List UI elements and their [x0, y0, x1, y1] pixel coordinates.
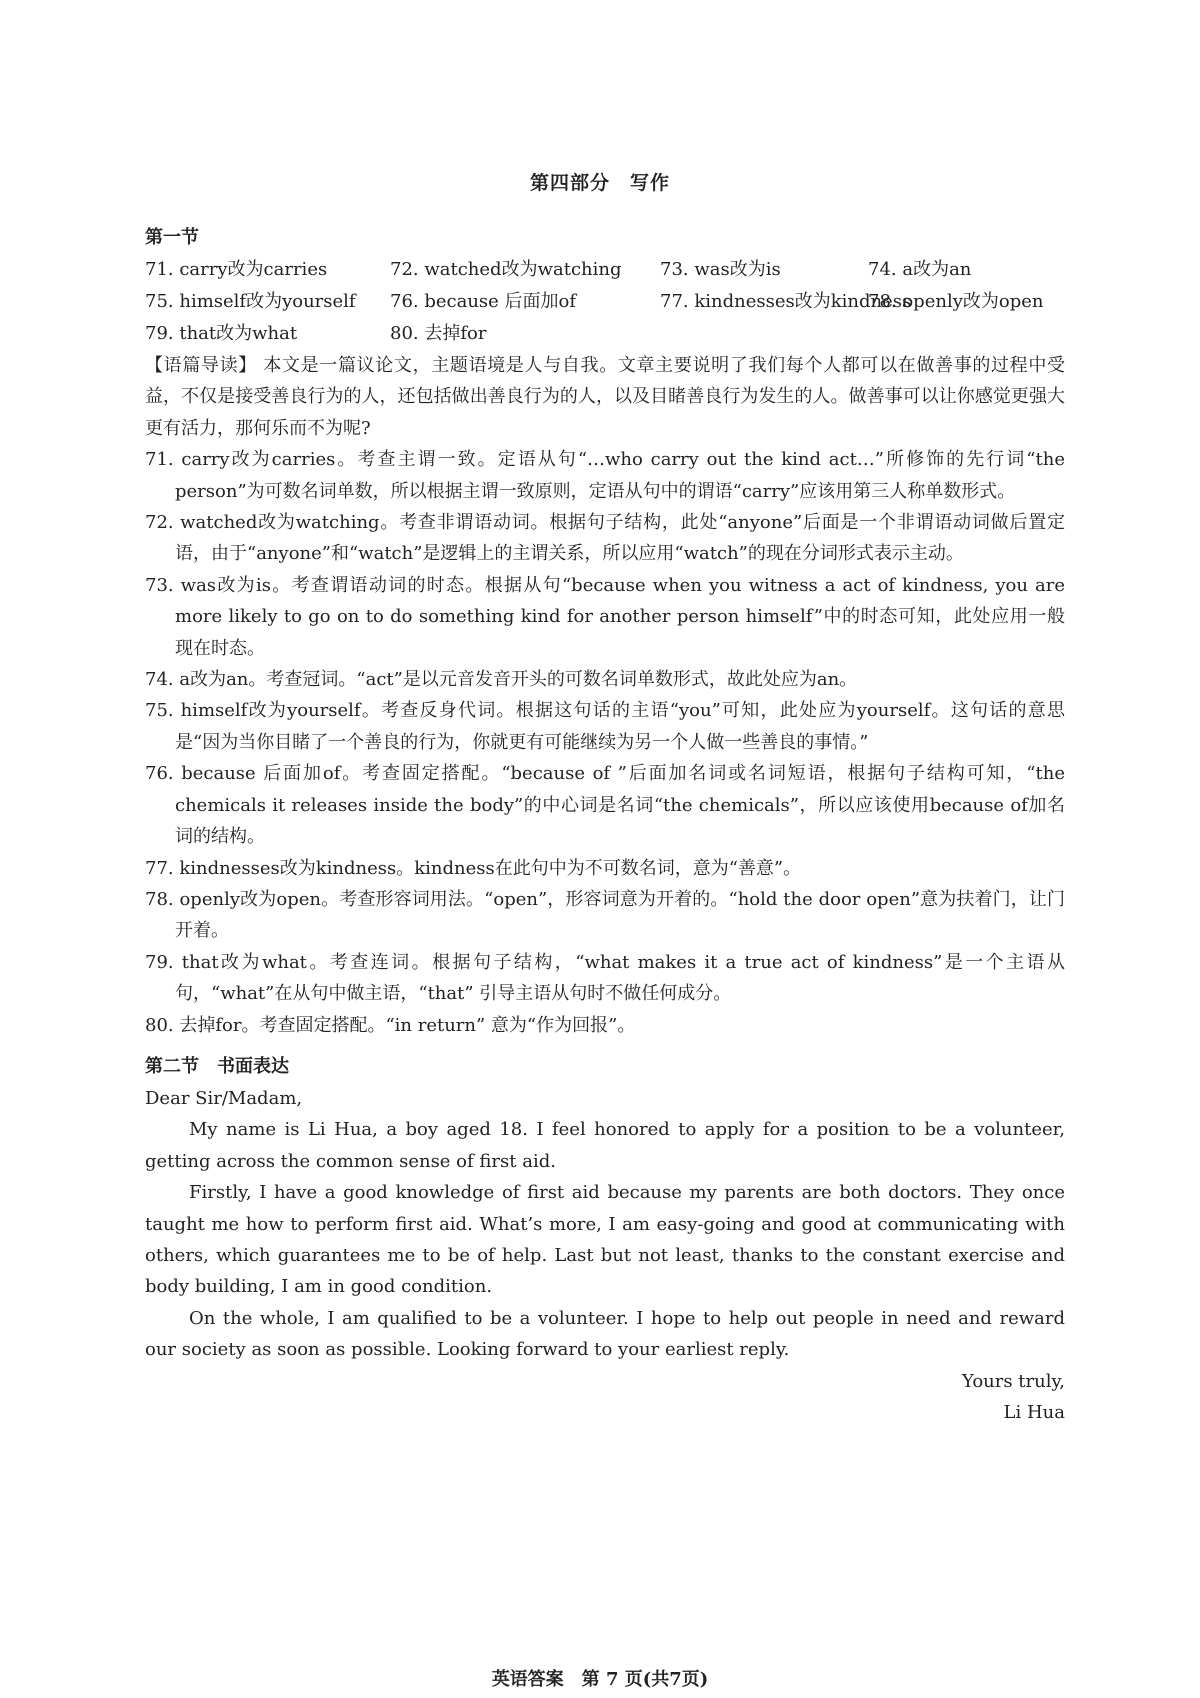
answer-item: 75. himself改为yourself — [145, 291, 356, 312]
explanation-79: 79. that改为what。考查连词。根据句子结构，“what makes it a true act of kindness”是一个主语从句，“what”在从句中做主语，“that” 引导主语从句时不做任何成分。 — [145, 951, 1065, 1005]
explanation-75: 75. himself改为yourself。考查反身代词。根据这句话的主语“you”可知，此处应为yourself。这句话的意思是“因为当你目睹了一个善良的行为，你就更有可能继续为另一个人做一些善良的事情。” — [145, 700, 1065, 753]
answer-item: 78. openly改为open — [868, 291, 1044, 312]
letter-paragraph: My name is Li Hua, a boy aged 18. I feel honored to apply for a position to be a volunteer, getting across the common sense of first aid. — [145, 1119, 1065, 1172]
explanation-71: 71. carry改为carries。考查主谓一致。定语从句“…who carry out the kind act…”所修饰的先行词“the person”为可数名词单数，所以根据主谓一致原则，定语从句中的谓语“carry”应该用第三人称单数形式。 — [145, 449, 1065, 502]
answer-row — [145, 318, 1065, 350]
answer-item: 72. watched改为watching — [390, 259, 622, 280]
explanation-73: 73. was改为is。考查谓语动词的时态。根据从句“because when you witness a act of kindness, you are more likely to go on to do something kind for another person himself”中的时态可知，此处应用一般现在时态。 — [145, 574, 1065, 659]
explanation-72: 72. watched改为watching。考查非谓语动词。根据句子结构，此处“anyone”后面是一个非谓语动词做后置定语，由于“anyone”和“watch”是逻辑上的主谓关系，所以应用“watch”的现在分词形式表示主动。 — [145, 512, 1065, 565]
page-title: 第四部分 写作 — [529, 172, 670, 194]
letter-salutation: Dear Sir/Madam, — [145, 1087, 303, 1109]
answer-item: 79. that改为what — [145, 323, 298, 344]
explanation-80: 80. 去掉for。考查固定搭配。“in return” 意为“作为回报”。 — [145, 1014, 636, 1036]
answer-item: 71. carry改为carries — [145, 259, 328, 280]
answer-row — [145, 254, 1065, 286]
letter-signature: Li Hua — [1003, 1402, 1065, 1423]
page-content — [145, 222, 1065, 1428]
section2-heading: 第二节 书面表达 — [145, 1055, 289, 1077]
answer-item: 80. 去掉for — [390, 323, 487, 344]
letter-closing: Yours truly, — [962, 1370, 1065, 1392]
answer-item: 73. was改为is — [660, 259, 781, 280]
letter-paragraph: Firstly, I have a good knowledge of first aid because my parents are both doctors. They once taught me how to perform first aid. What’s more, I am easy-going and good at communicating with others, which guarantees me to be of help. Last but not least, thanks to the constant exercise and body building, I am in good condition. — [145, 1182, 1065, 1298]
section-gap — [145, 1041, 1065, 1051]
passage-intro: 【语篇导读】 本文是一篇议论文，主题语境是人与自我。文章主要说明了我们每个人都可以在做善事的过程中受益，不仅是接受善良行为的人，还包括做出善良行为的人，以及目睹善良行为发生的人。做善事可以让你感觉更强大更有活力，那何乐而不为呢? — [145, 355, 1065, 439]
answer-item: 76. because 后面加of — [390, 291, 577, 312]
section1-heading: 第一节 — [145, 227, 199, 248]
explanation-76: 76. because 后面加of。考查固定搭配。“because of ”后面加名词或名词短语，根据句子结构可知，“the chemicals it releases inside the body”的中心词是名词“the chemicals”，所以应该使用because of加名词的结构。 — [145, 763, 1065, 848]
explanation-78: 78. openly改为open。考查形容词用法。“open”，形容词意为开着的。“hold the door open”意为扶着门，让门开着。 — [145, 888, 1065, 942]
answer-row — [145, 286, 1065, 318]
page-footer: 英语答案 第 7 页(共7页) — [491, 1669, 709, 1690]
explanation-74: 74. a改为an。考查冠词。“act”是以元音发音开头的可数名词单数形式，故此处应为an。 — [145, 669, 858, 691]
letter-paragraph: On the whole, I am qualified to be a volunteer. I hope to help out people in need and reward our society as soon as possible. Looking forward to your earliest reply. — [145, 1307, 1065, 1361]
explanation-77: 77. kindnesses改为kindness。kindness在此句中为不可数名词，意为“善意”。 — [145, 857, 802, 879]
answer-item: 74. a改为an — [868, 259, 972, 280]
answer-item: 77. kindnesses改为kindness — [660, 291, 912, 312]
